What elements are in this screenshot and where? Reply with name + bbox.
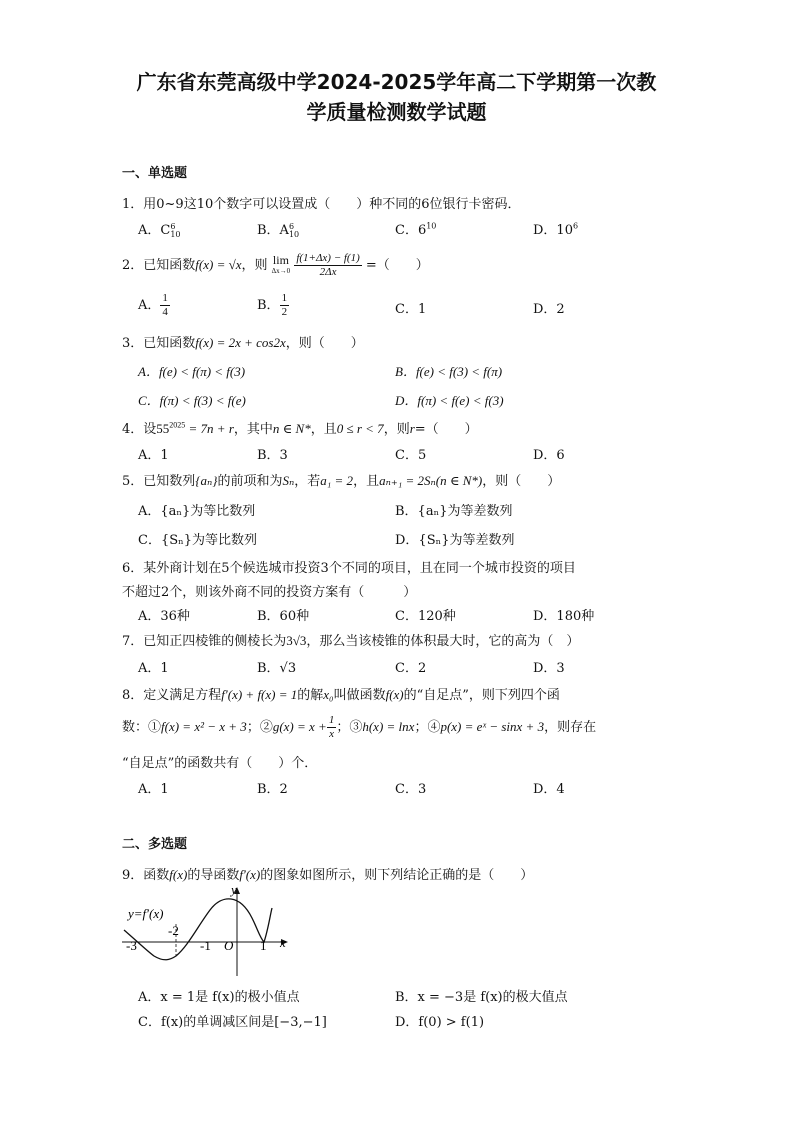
q1-option-d: D．$10^6$ — [533, 221, 579, 238]
q5-option-c: C．{Sₙ}为等比数列 — [138, 533, 258, 548]
q2-option-b: B． $\frac{1}{2}$ — [257, 292, 288, 318]
q9-option-b: B．x = −3是 f(x)的极大值点 — [395, 990, 568, 1005]
q3-option-c: C．f(π) < f(3) < f(e) — [138, 393, 246, 408]
question-9-stem: 9．函数f(x)的导函数f′(x)的图象如图所示，则下列结论正确的是（ ） — [122, 867, 534, 883]
q8-option-d: D．4 — [533, 782, 565, 797]
q8-option-c: C．3 — [395, 782, 427, 797]
graph-label: y=f′(x) — [128, 906, 164, 921]
q6-option-c: C．120种 — [395, 609, 456, 624]
question-6-line1: 6．某外商计划在5个候选城市投资3个不同的项目，且在同一个城市投资的项目 — [122, 561, 576, 576]
q6-option-d: D．180种 — [533, 609, 595, 624]
question-8-line1: 8．定义满足方程f′(x) + f(x) = 1的解x₀叫做函数f(x)的“自足点”，则下列四个函 — [122, 687, 560, 703]
question-8-line3: “自足点”的函数共有（ ）个． — [122, 756, 318, 771]
q6-option-b: B．60种 — [257, 609, 310, 624]
tick-1: 1 — [260, 938, 267, 953]
origin-label: O — [224, 938, 234, 953]
q7-option-b: B．√3 — [257, 661, 297, 676]
q5-option-a: A．{aₙ}为等比数列 — [138, 504, 256, 519]
q4-option-d: D．6 — [533, 448, 565, 463]
question-1-stem: 1．用0~9这10个数字可以设置成（ ）种不同的6位银行卡密码． — [122, 197, 521, 212]
q4-option-a: A．1 — [138, 448, 169, 463]
q5-option-d: D．{Sₙ}为等差数列 — [395, 533, 515, 548]
tick-minus-2: -2 — [168, 923, 179, 938]
q1-option-c: C．$6^{10}$ — [395, 221, 437, 238]
q6-option-a: A．36种 — [138, 609, 190, 624]
q5-option-b: B．{aₙ}为等差数列 — [395, 504, 513, 519]
x-axis-label: x — [280, 935, 286, 950]
q9-option-c: C．f(x)的单调减区间是[−3,−1] — [138, 1015, 327, 1030]
q9-option-a: A．x = 1是 f(x)的极小值点 — [138, 990, 300, 1005]
q2-option-d: D．2 — [533, 302, 565, 317]
section-multi-choice: 二、多选题 — [122, 837, 188, 852]
exam-title-line1: 广东省东莞高级中学2024-2025学年高二下学期第一次教 — [136, 70, 657, 94]
q9-option-d: D．f(0) > f(1) — [395, 1015, 485, 1030]
q7-option-c: C．2 — [395, 661, 427, 676]
q4-option-b: B．3 — [257, 448, 288, 463]
question-4-stem: 4．设$55^{2025} = 7n + r$，其中n ∈ N*，且0 ≤ r < 7，则r=（ ） — [122, 420, 478, 437]
q3-option-a: A．f(e) < f(π) < f(3) — [138, 364, 246, 379]
tick-minus-1: -1 — [200, 938, 211, 953]
q1-option-b: B．A 6 10 — [257, 221, 300, 239]
q4-option-c: C．5 — [395, 448, 427, 463]
q2-option-c: C．1 — [395, 302, 427, 317]
q2-option-a: A． $\frac{1}{4}$ — [138, 292, 168, 318]
question-6-line2: 不超过2个，则该外商不同的投资方案有（ ） — [122, 585, 417, 600]
question-3-stem: 3．已知函数f(x) = 2x + cos2x，则（ ） — [122, 335, 364, 351]
q1-option-a: A．C 6 10 — [138, 221, 181, 239]
derivative-graph — [118, 880, 293, 980]
exam-title-line2: 学质量检测数学试题 — [306, 100, 487, 124]
question-2-stem: 2．已知函数f(x) = √x，则 lim Δx→0 $\frac{f(1+\Delta x) - f(1)}{2\Delta x}$ =（ ） — [122, 252, 429, 278]
question-7-stem: 7．已知正四棱锥的侧棱长为3√3，那么当该棱锥的体积最大时，它的高为（ ） — [122, 633, 580, 649]
question-5-stem: 5．已知数列{aₙ}的前项和为Sₙ，若a₁ = 2，且aₙ₊₁ = 2Sₙ(n ∈ N*)，则（ ） — [122, 473, 561, 489]
q3-option-d: D．f(π) < f(e) < f(3) — [395, 393, 504, 408]
q7-option-d: D．3 — [533, 661, 565, 676]
section-single-choice: 一、单选题 — [122, 166, 188, 181]
y-axis-label: y — [231, 882, 237, 897]
tick-minus-3: -3 — [126, 938, 137, 953]
q7-option-a: A．1 — [138, 661, 169, 676]
question-8-line2: 数：①f(x) = x² − x + 3；②g(x) = x + $\frac{1}{x}$ ；③h(x) = lnx；④p(x) = eˣ − sinx + 3，则存在 — [122, 714, 597, 740]
q8-option-a: A．1 — [138, 782, 169, 797]
q8-option-b: B．2 — [257, 782, 288, 797]
q3-option-b: B．f(e) < f(3) < f(π) — [395, 364, 503, 379]
